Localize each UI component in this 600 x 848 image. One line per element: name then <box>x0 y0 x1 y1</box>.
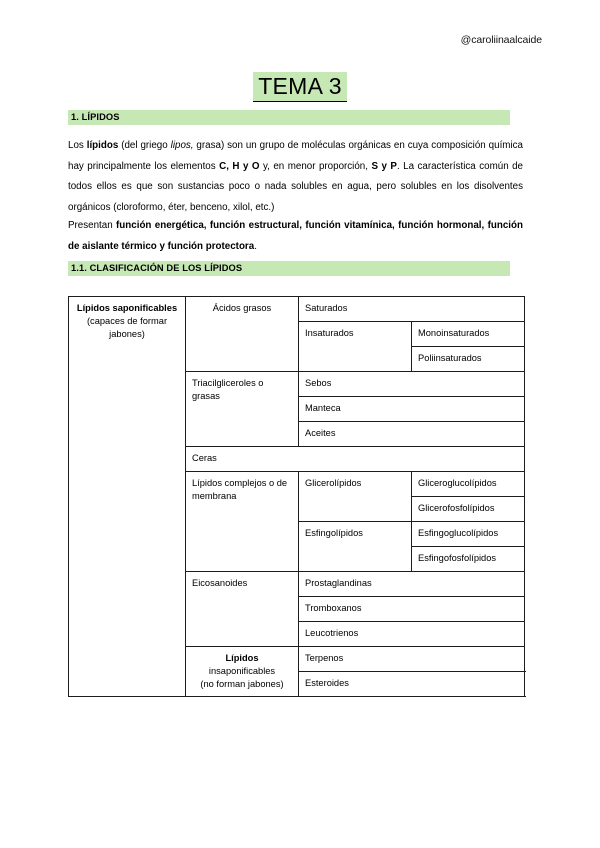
para2-part1: Presentan <box>68 220 117 231</box>
para1-italic1: lipos, <box>170 140 194 151</box>
group-insaponificables-title-2: insaponificables <box>208 666 276 676</box>
section-heading-clasificacion <box>68 261 510 276</box>
author-handle-row <box>0 30 600 48</box>
cell-group-saponificables <box>69 297 186 697</box>
para1-bold2: C, H y O <box>219 160 260 172</box>
cell-sub-tromboxanos: Tromboxanos <box>299 597 525 622</box>
cell-category-acidos-grasos: Ácidos grasos <box>186 297 299 372</box>
cell-category-triacilgliceroles: Triacilgliceroles o grasas <box>186 372 299 447</box>
cell-sub-aceites: Aceites <box>299 422 525 447</box>
cell-sub-poliinsaturados: Poliinsaturados <box>412 347 525 372</box>
group-insaponificables-title-1: Lípidos <box>225 653 259 663</box>
title-row <box>0 72 600 102</box>
cell-sub-insaturados: Insaturados <box>299 322 412 372</box>
group-saponificables-subtitle-1: (capaces de formar <box>86 316 168 326</box>
para1-part4: y, en menor proporción, <box>259 160 372 172</box>
para1-part5: . La característica común de todos ellos es que son sustancias poco o nada solubles en agua, pero solubles en los disolventes orgánicos (cloroformo, éter, benceno, xilol, etc.) <box>68 160 524 213</box>
clasificacion-table-wrapper <box>68 296 525 697</box>
para2-bold1: función energética, función estructural, función vitamínica, función hormonal, función de aislante térmico y función protectora <box>68 220 523 252</box>
group-saponificables-title: Lípidos saponificables <box>76 303 178 313</box>
cell-category-esteroides: Esteroides <box>299 672 525 697</box>
cell-sub-esfingolipidos: Esfingolípidos <box>299 522 412 572</box>
para1-part1: Los <box>68 140 87 151</box>
cell-category-lipidos-complejos: Lípidos complejos o de membrana <box>186 472 299 572</box>
section-heading-lipidos-label: 1. LÍPIDOS <box>71 112 120 122</box>
paragraph-lipidos-functions <box>68 216 523 257</box>
cell-group-insaponificables <box>186 647 299 697</box>
cell-sub-sebos: Sebos <box>299 372 525 397</box>
author-handle: @caroliinaalcaide <box>460 34 542 46</box>
cell-sub-glicerolipidos: Glicerolípidos <box>299 472 412 522</box>
group-insaponificables-subtitle: (no forman jabones) <box>200 679 284 689</box>
para2-part2: . <box>254 240 257 252</box>
paragraph-lipidos-definition <box>68 136 523 218</box>
clasificacion-table <box>68 296 525 697</box>
section-heading-lipidos <box>68 110 510 125</box>
cell-sub-manteca: Manteca <box>299 397 525 422</box>
cell-sub-esfingofosfolipidos: Esfingofosfolípidos <box>412 547 525 572</box>
cell-sub-esfingoglucolipidos: Esfingoglucolípidos <box>412 522 525 547</box>
cell-sub-gliceroglucolipidos: Gliceroglucolípidos <box>412 472 525 497</box>
cell-sub-prostaglandinas: Prostaglandinas <box>299 572 525 597</box>
cell-sub-saturados: Saturados <box>299 297 525 322</box>
para1-part2: (del griego <box>118 140 171 151</box>
cell-category-ceras: Ceras <box>186 447 525 472</box>
section-heading-clasificacion-label: 1.1. CLASIFICACIÓN DE LOS LÍPIDOS <box>71 263 243 273</box>
table-row <box>69 297 525 322</box>
cell-category-eicosanoides: Eicosanoides <box>186 572 299 647</box>
para1-part3: grasa) son un grupo de moléculas orgánicas en cuya composición química hay principalmente los elementos <box>68 140 523 172</box>
cell-sub-leucotrienos: Leucotrienos <box>299 622 525 647</box>
group-saponificables-subtitle-2: jabones) <box>109 329 145 339</box>
cell-category-terpenos: Terpenos <box>299 647 525 672</box>
page-title: TEMA 3 <box>253 72 347 102</box>
cell-sub-monoinsaturados: Monoinsaturados <box>412 322 525 347</box>
para1-bold1: lípidos <box>86 140 119 151</box>
cell-sub-glicerofosfolipidos: Glicerofosfolípidos <box>412 497 525 522</box>
para1-bold3: S y P <box>371 160 397 172</box>
